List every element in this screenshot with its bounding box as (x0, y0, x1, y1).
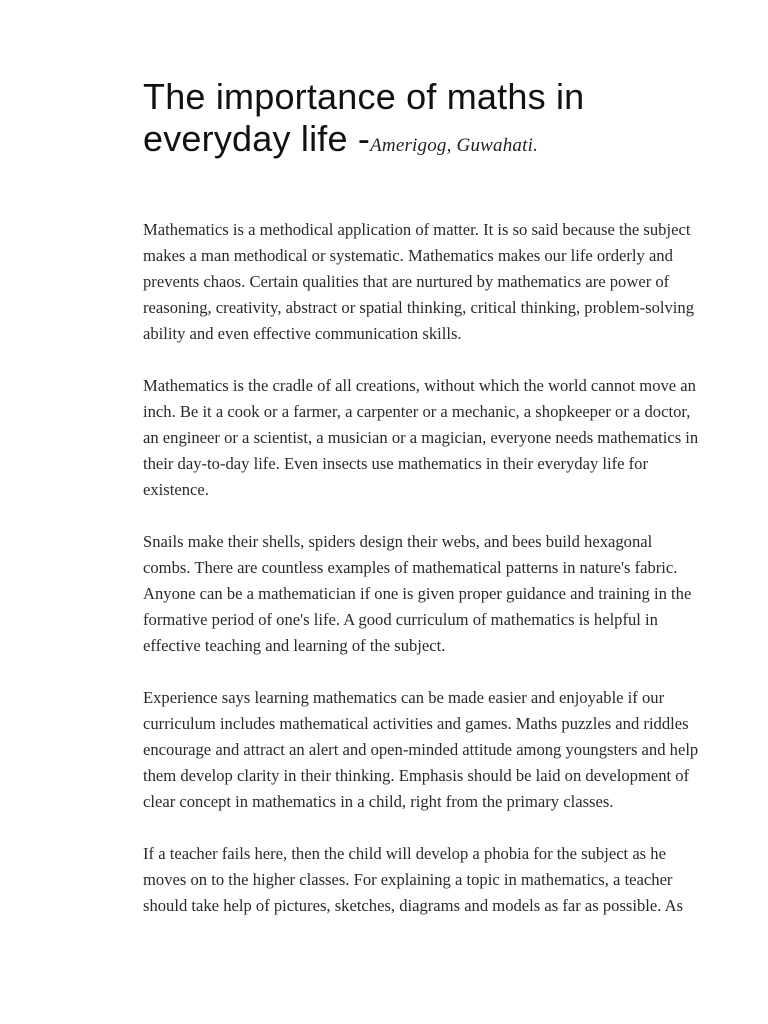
article-paragraph: Mathematics is the cradle of all creations, without which the world cannot move an inch. Be it a cook or a farmer, a carpenter or a mechanic, a shopkeeper or a doctor, an engineer or a scientist, a musician or a magician, everyone needs mathematics in their day-to-day life. Even insects use mathematics in their everyday life for existence. (143, 376, 699, 499)
article-byline: Amerigog, Guwahati. (370, 135, 539, 156)
article-paragraph: Mathematics is a methodical application of matter. It is so said because the subject makes a man methodical or systematic. Mathematics makes our life orderly and prevents chaos. Certain qualities that are nurtured by mathematics are power of reasoning, creativity, abstract or spatial thinking, critical thinking, problem-solving ability and even effective communication skills. (143, 220, 694, 343)
article-body (143, 217, 701, 919)
article-paragraph: If a teacher fails here, then the child will develop a phobia for the subject as he moves on to the higher classes. For explaining a topic in mathematics, a teacher should take help of pictures, sketches, diagrams and models as far as possible. As (143, 844, 684, 915)
article-paragraph: Snails make their shells, spiders design their webs, and bees build hexagonal combs. There are countless examples of mathematical patterns in nature's fabric. Anyone can be a mathematician if one is given proper guidance and training in the formative period of one's life. A good curriculum of mathematics is helpful in effective teaching and learning of the subject. (143, 532, 692, 655)
article (143, 76, 701, 945)
article-paragraph: Experience says learning mathematics can be made easier and enjoyable if our curriculum includes mathematical activities and games. Maths puzzles and riddles encourage and attract an alert and open-minded attitude among youngsters and help them develop clarity in their thinking. Emphasis should be laid on development of clear concept in mathematics in a child, right from the primary classes. (143, 688, 699, 811)
article-title-text: The importance of maths in everyday life - (143, 76, 585, 159)
article-title (143, 76, 701, 167)
